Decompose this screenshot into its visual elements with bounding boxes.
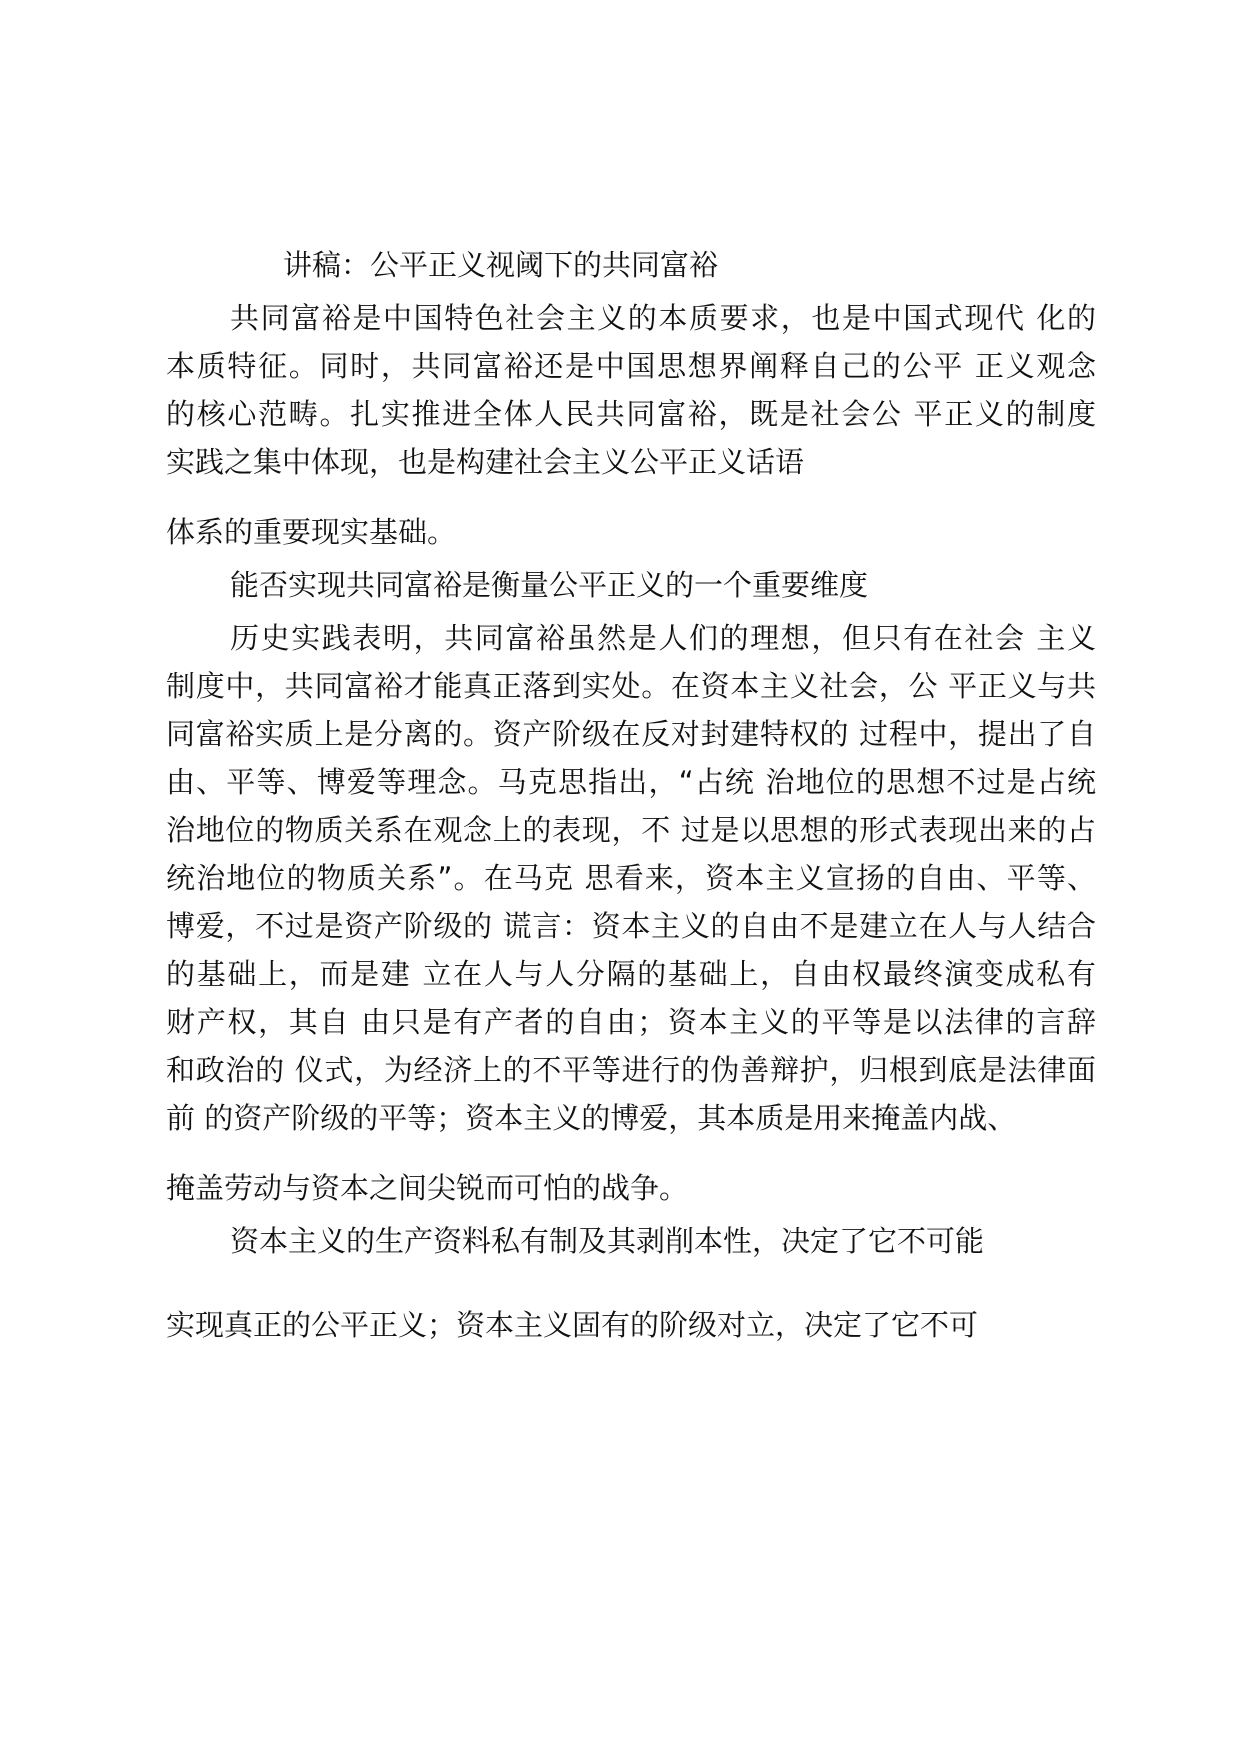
paragraph-line: 历史实践表明，共同富裕虽然是人们的理想，但只有在社会 主义 — [230, 621, 1096, 655]
paragraph-line: 和政治的 仪式，为经济上的不平等进行的伪善辩护，归根到底是法律面 — [166, 1053, 1096, 1087]
section-heading: 能否实现共同富裕是衡量公平正义的一个重要维度 — [230, 568, 869, 602]
paragraph-line: 资本主义的生产资料私有制及其剥削本性，决定了它不可能 — [230, 1224, 985, 1258]
paragraph-line: 财产权，其自 由只是有产者的自由；资本主义的平等是以法律的言辞 — [166, 1005, 1096, 1039]
paragraph-line: 统治地位的物质关系”。在马克 思看来，资本主义宣扬的自由、平等、 — [166, 861, 1096, 895]
paragraph-line: 掩盖劳动与资本之间尖锐而可怕的战争。 — [166, 1171, 689, 1205]
paragraph-line: 博爱，不过是资产阶级的 谎言：资本主义的自由不是建立在人与人结合 — [166, 909, 1096, 943]
paragraph-line: 体系的重要现实基础。 — [166, 515, 457, 549]
paragraph-line: 的核心范畴。扎实推进全体人民共同富裕，既是社会公 平正义的制度 — [166, 397, 1096, 431]
paragraph-line: 实践之集中体现，也是构建社会主义公平正义话语 — [166, 445, 805, 479]
paragraph-line: 制度中，共同富裕才能真正落到实处。在资本主义社会，公 平正义与共 — [166, 669, 1096, 703]
paragraph-line: 治地位的物质关系在观念上的表现，不 过是以思想的形式表现出来的占 — [166, 813, 1096, 847]
paragraph-line: 由、平等、博爱等理念。马克思指出，“占统 治地位的思想不过是占统 — [166, 765, 1096, 799]
document-title: 讲稿：公平正义视阈下的共同富裕 — [283, 248, 719, 282]
paragraph-line: 同富裕实质上是分离的。资产阶级在反对封建特权的 过程中，提出了自 — [166, 717, 1096, 751]
paragraph-line: 前 的资产阶级的平等；资本主义的博爱，其本质是用来掩盖内战、 — [166, 1101, 1017, 1135]
paragraph-line: 共同富裕是中国特色社会主义的本质要求，也是中国式现代 化的 — [230, 301, 1096, 335]
paragraph-line: 实现真正的公平正义；资本主义固有的阶级对立，决定了它不可 — [166, 1308, 979, 1342]
paragraph-line: 本质特征。同时，共同富裕还是中国思想界阐释自己的公平 正义观念 — [166, 349, 1096, 383]
paragraph-line: 的基础上，而是建 立在人与人分隔的基础上，自由权最终演变成私有 — [166, 957, 1096, 991]
